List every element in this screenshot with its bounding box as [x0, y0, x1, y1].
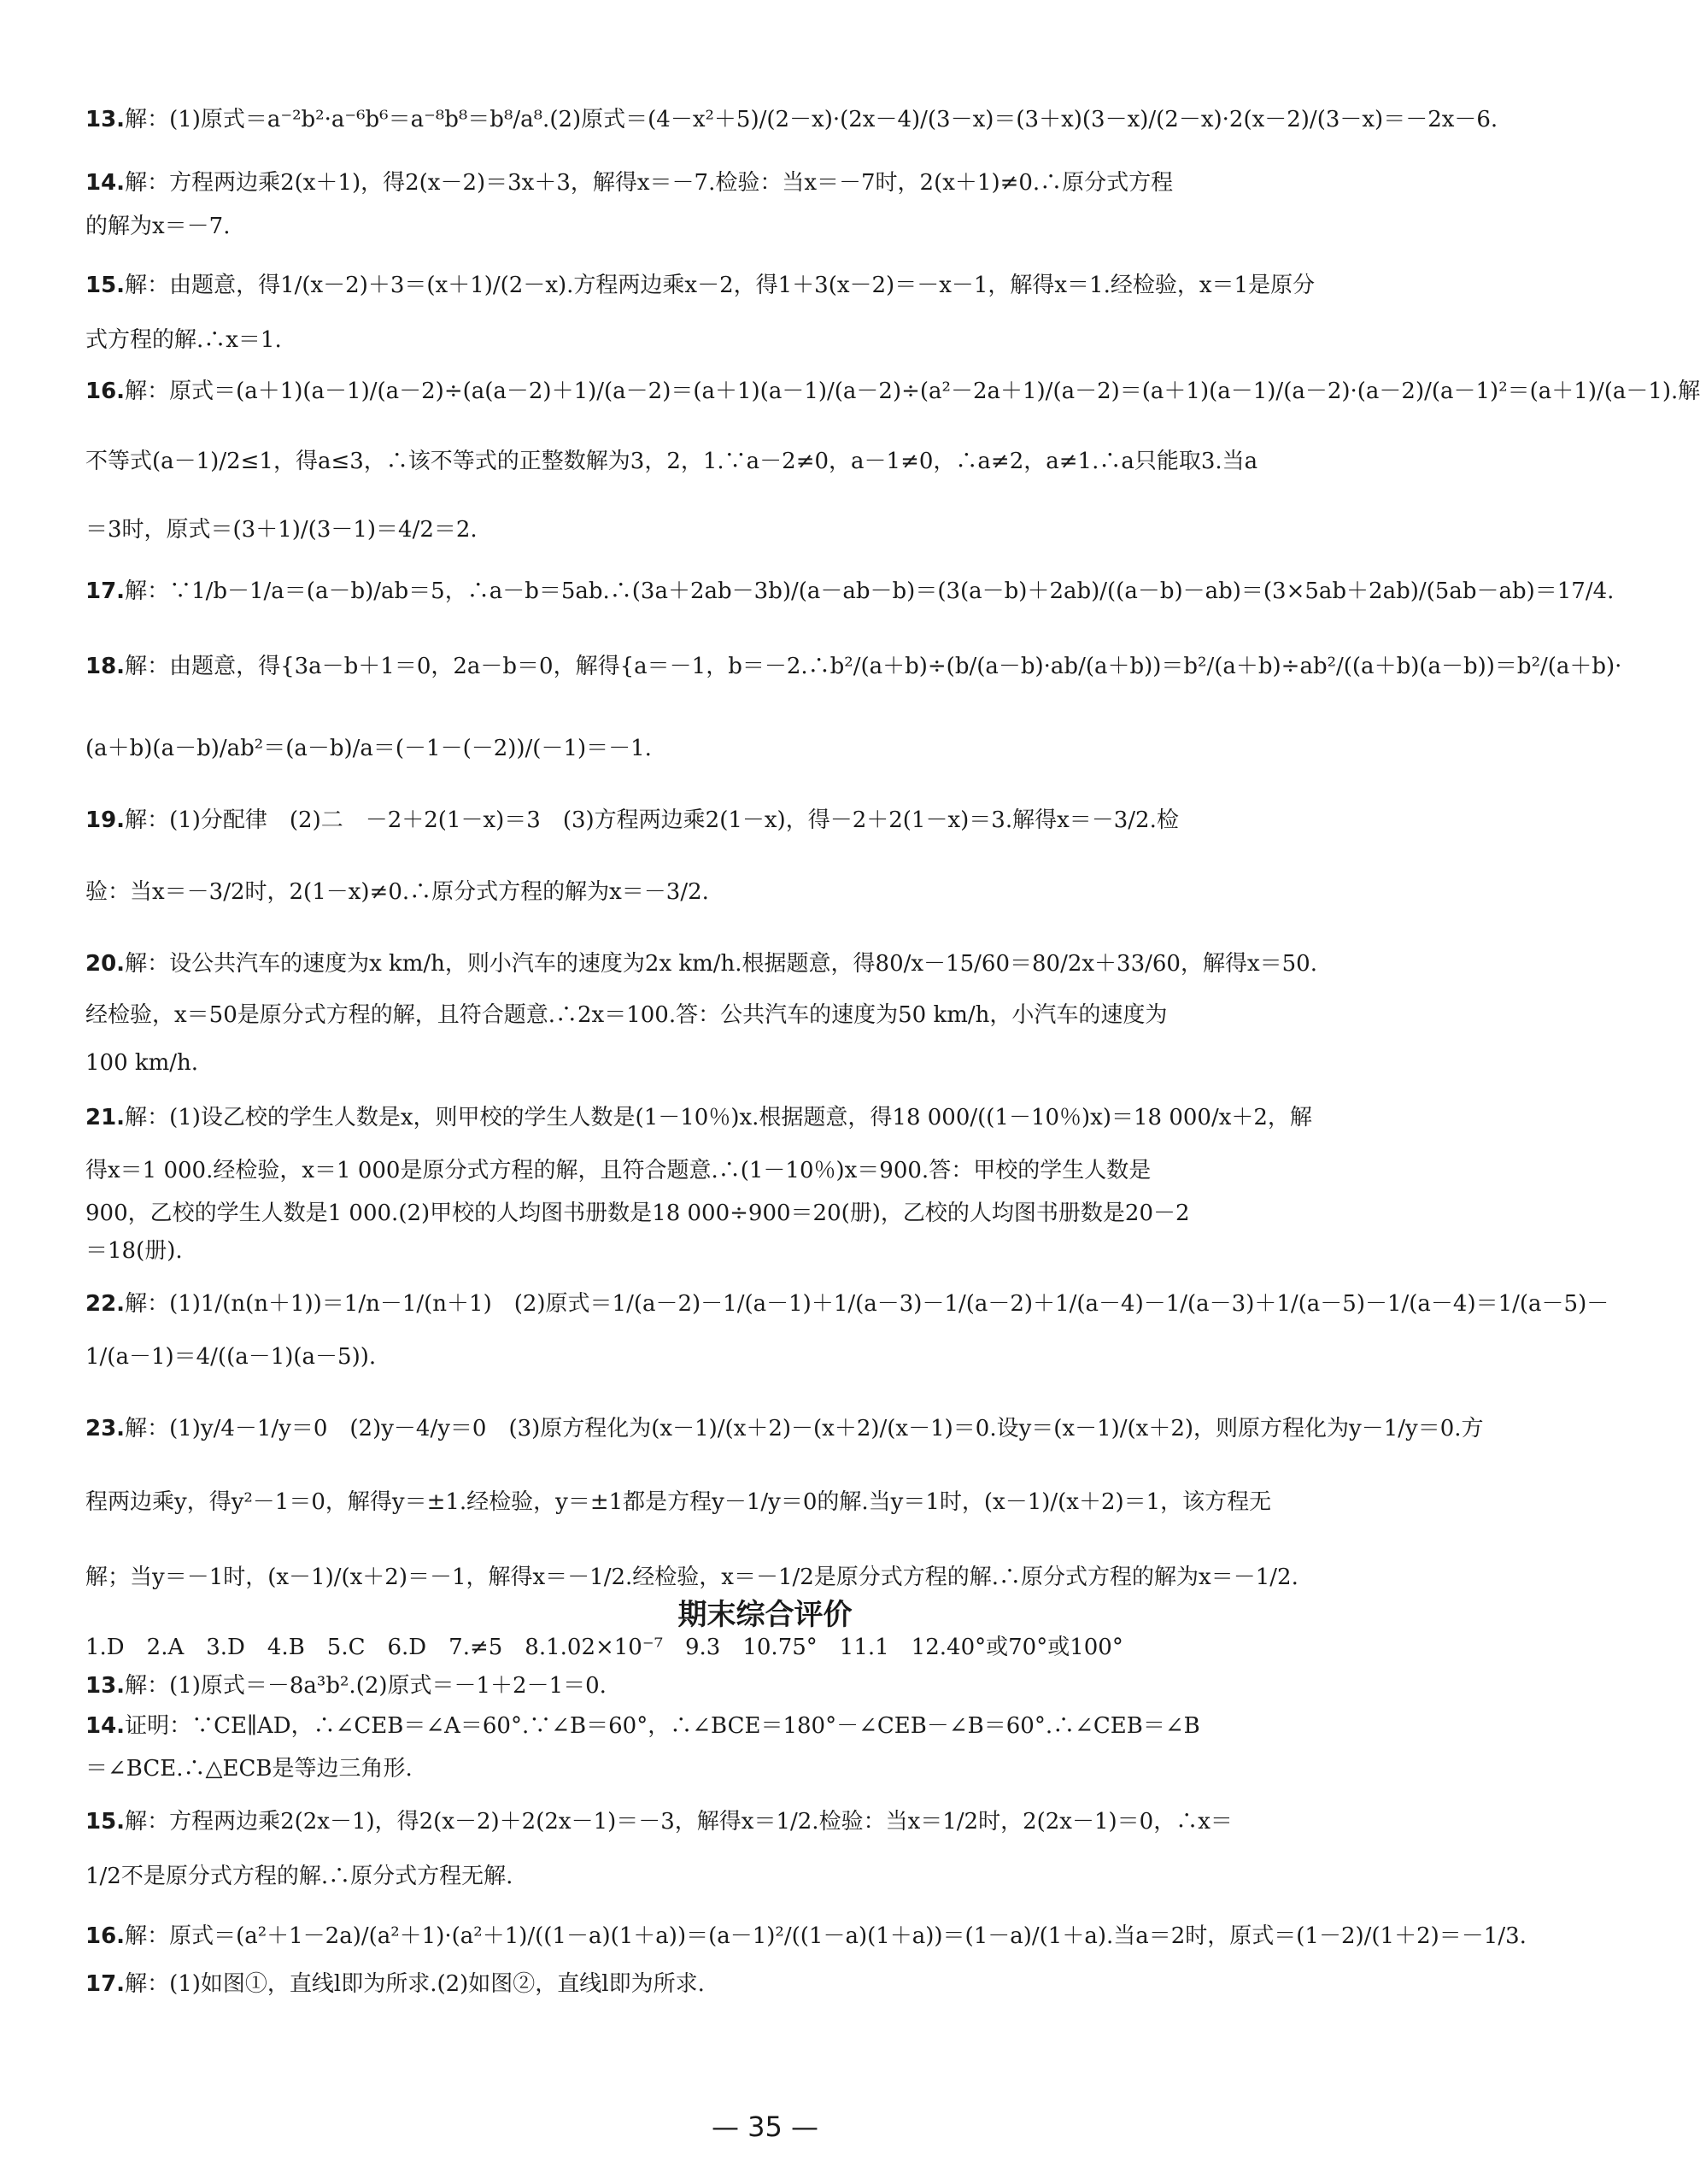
answer-line: [85, 1859, 1452, 1893]
answer-text: 证明：∵CE∥AD，∴∠CEB＝∠A＝60°.∵∠B＝60°，∴∠BCE＝180°－∠CEB－∠B＝60°.∴∠CEB＝∠B: [125, 1713, 1200, 1739]
question-number: 14.: [85, 1713, 126, 1739]
answer-line: [85, 1805, 1452, 1839]
question-number: 22.: [85, 1291, 126, 1317]
answer-line: [85, 947, 1452, 981]
question-number: 13.: [85, 1673, 126, 1699]
answer-text: 1.D 2.A 3.D 4.B 5.C 6.D 7.≠5 8.1.02×10⁻⁷ 9.3 10.75° 11.1 12.40°或70°或100°: [85, 1635, 1123, 1660]
answer-line: [85, 1154, 1452, 1188]
answer-line: [85, 649, 1622, 684]
answer-text: 得x＝1 000.经检验，x＝1 000是原分式方程的解，且符合题意.∴(1－10％)x＝900.答：甲校的学生人数是: [85, 1158, 1152, 1183]
answer-line: [85, 166, 1452, 200]
answer-line: [85, 731, 1452, 766]
answer-text: 解：原式＝(a＋1)(a－1)/(a－2)÷(a(a－2)＋1)/(a－2)＝(a＋1)(a－1)/(a－2)÷(a²－2a＋1)/(a－2)＝(a＋1)(a－1)/(a－2)·(a－2)/(a－1)²＝(a＋1)/(a－1).解: [125, 379, 1700, 404]
answer-line: [85, 1709, 1452, 1743]
answer-line: [85, 1287, 1609, 1321]
question-number: 18.: [85, 654, 126, 679]
answer-line: [85, 1630, 1452, 1664]
answer-line: [85, 1752, 1452, 1786]
answer-line: [85, 323, 1452, 357]
answer-line: [85, 209, 1452, 244]
answer-text: 验：当x＝－3/2时，2(1－x)≠0.∴原分式方程的解为x＝－3/2.: [85, 879, 709, 905]
page-number: — 35 —: [711, 2111, 819, 2143]
answer-text: 解：(1)设乙校的学生人数是x，则甲校的学生人数是(1－10％)x.根据题意，得18 000/((1－10％)x)＝18 000/x＋2，解: [125, 1105, 1312, 1130]
answer-line: [85, 1340, 1452, 1374]
answer-text: 解：(1)原式＝－8a³b².(2)原式＝－1＋2－1＝0.: [125, 1673, 607, 1699]
answer-text: 1/(a－1)＝4/((a－1)(a－5)).: [85, 1344, 377, 1370]
answer-text: 解：原式＝(a²＋1－2a)/(a²＋1)·(a²＋1)/((1－a)(1＋a))＝(a－1)²/((1－a)(1＋a))＝(1－a)/(1＋a).当a＝2时，原式＝(1－2)/(1＋2)＝－1/3.: [125, 1923, 1527, 1949]
answer-text: 解：(1)分配律 (2)二 －2＋2(1－x)＝3 (3)方程两边乘2(1－x)，得－2＋2(1－x)＝3.解得x＝－3/2.检: [125, 807, 1179, 833]
answer-text: 解；当y＝－1时，(x－1)/(x＋2)＝－1，解得x＝－1/2.经检验，x＝－1/2是原分式方程的解.∴原分式方程的解为x＝－1/2.: [85, 1565, 1298, 1590]
answer-line: [85, 513, 1452, 547]
answer-line: [85, 374, 1700, 408]
answer-line: [85, 444, 1452, 478]
question-number: 13.: [85, 107, 126, 132]
section-title: 期末综合评价: [677, 1598, 853, 1632]
answer-text: ＝18(册).: [85, 1238, 183, 1264]
answer-line: [85, 1919, 1527, 1953]
answer-text: 解：(1)y/4－1/y＝0 (2)y－4/y＝0 (3)原方程化为(x－1)/(x＋2)－(x＋2)/(x－1)＝0.设y＝(x－1)/(x＋2)，则原方程化为y－1/y＝0.方: [125, 1416, 1484, 1441]
answer-text: 的解为x＝－7.: [85, 214, 231, 239]
answer-line: [85, 1967, 1452, 2001]
answer-line: [85, 1560, 1452, 1594]
answer-text: 解：方程两边乘2(x＋1)，得2(x－2)＝3x＋3，解得x＝－7.检验：当x＝－7时，2(x＋1)≠0.∴原分式方程: [125, 170, 1174, 196]
answer-line: [85, 1101, 1452, 1135]
answer-text: 程两边乘y，得y²－1＝0，解得y＝±1.经检验，y＝±1都是方程y－1/y＝0的解.当y＝1时，(x－1)/(x＋2)＝1，该方程无: [85, 1489, 1272, 1515]
question-number: 17.: [85, 578, 126, 604]
question-number: 15.: [85, 273, 126, 298]
answer-text: 解：由题意，得{3a－b＋1＝0，2a－b＝0，解得{a＝－1，b＝－2.∴b²/(a＋b)÷(b/(a－b)·ab/(a＋b))＝b²/(a＋b)÷ab²/((a＋b)(a－b))＝b²/(a＋b)·: [125, 654, 1622, 679]
answer-line: [85, 268, 1452, 302]
question-number: 21.: [85, 1105, 126, 1130]
answer-text: ＝3时，原式＝(3＋1)/(3－1)＝4/2＝2.: [85, 517, 478, 543]
question-number: 19.: [85, 807, 126, 833]
answer-text: 解：∵1/b－1/a＝(a－b)/ab＝5，∴a－b＝5ab.∴(3a＋2ab－3b)/(a－ab－b)＝(3(a－b)＋2ab)/((a－b)－ab)＝(3×5ab＋2ab)/(5ab－ab)＝17/4.: [125, 578, 1615, 604]
answer-line: [85, 803, 1452, 837]
answer-text: (a＋b)(a－b)/ab²＝(a－b)/a＝(－1－(－2))/(－1)＝－1.: [85, 736, 652, 761]
question-number: 16.: [85, 379, 126, 404]
question-number: 15.: [85, 1809, 126, 1835]
answer-line: [85, 1412, 1484, 1446]
question-number: 16.: [85, 1923, 126, 1949]
answer-text: 1/2不是原分式方程的解.∴原分式方程无解.: [85, 1864, 513, 1889]
answer-text: 解：方程两边乘2(2x－1)，得2(x－2)＋2(2x－1)＝－3，解得x＝1/2.检验：当x＝1/2时，2(2x－1)＝0，∴x＝: [125, 1809, 1233, 1835]
question-number: 23.: [85, 1416, 126, 1441]
question-number: 20.: [85, 951, 126, 977]
answer-line: [85, 103, 1498, 137]
answer-line: [85, 1196, 1452, 1230]
answer-text: ＝∠BCE.∴△ECB是等边三角形.: [85, 1756, 413, 1782]
answer-line: [85, 1234, 1452, 1268]
answer-text: 解：由题意，得1/(x－2)＋3＝(x＋1)/(2－x).方程两边乘x－2，得1＋3(x－2)＝－x－1，解得x＝1.经检验，x＝1是原分: [125, 273, 1316, 298]
question-number: 14.: [85, 170, 126, 196]
answer-text: 式方程的解.∴x＝1.: [85, 327, 282, 353]
answer-line: [85, 1046, 1452, 1080]
answer-text: 解：(1)1/(n(n＋1))＝1/n－1/(n＋1) (2)原式＝1/(a－2)－1/(a－1)＋1/(a－3)－1/(a－2)＋1/(a－4)－1/(a－3)＋1/(a－5)－1/(a－4)＝1/(a－5)－: [125, 1291, 1609, 1317]
answer-text: 经检验，x＝50是原分式方程的解，且符合题意.∴2x＝100.答：公共汽车的速度为50 km/h，小汽车的速度为: [85, 1002, 1168, 1028]
answer-line: [85, 998, 1452, 1032]
answer-text: 解：(1)如图①，直线l即为所求.(2)如图②，直线l即为所求.: [125, 1971, 705, 1997]
answer-text: 解：设公共汽车的速度为x km/h，则小汽车的速度为2x km/h.根据题意，得80/x－15/60＝80/2x＋33/60，解得x＝50.: [125, 951, 1317, 977]
answer-line: [85, 574, 1615, 608]
answer-text: 不等式(a－1)/2≤1，得a≤3，∴该不等式的正整数解为3，2，1.∵a－2≠0，a－1≠0，∴a≠2，a≠1.∴a只能取3.当a: [85, 449, 1258, 474]
answer-line: [85, 1669, 1452, 1703]
answer-line: [85, 875, 1452, 909]
answer-line: [85, 1485, 1452, 1519]
question-number: 17.: [85, 1971, 126, 1997]
answer-text: 100 km/h.: [85, 1050, 199, 1076]
answer-text: 解：(1)原式＝a⁻²b²·a⁻⁶b⁶＝a⁻⁸b⁸＝b⁸/a⁸.(2)原式＝(4－x²＋5)/(2－x)·(2x－4)/(3－x)＝(3＋x)(3－x)/(2－x)·2(x－2)/(3－x)＝－2x－6.: [125, 107, 1498, 132]
answer-text: 900，乙校的学生人数是1 000.(2)甲校的人均图书册数是18 000÷900＝20(册)，乙校的人均图书册数是20－2: [85, 1201, 1190, 1226]
